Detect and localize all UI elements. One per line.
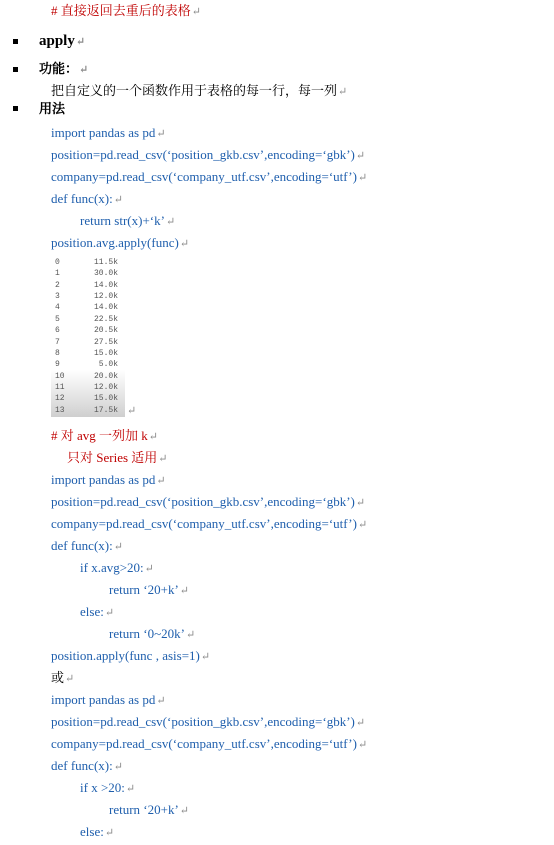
table-row	[51, 373, 125, 381]
output-table	[51, 258, 125, 417]
row-index: 7	[55, 337, 60, 347]
code-line: position=pd.read_csv(‘position_gkb.csv’,encoding=‘gbk’)↵	[51, 494, 366, 509]
row-index: 1	[55, 269, 60, 279]
row-index: 6	[55, 326, 60, 336]
function-description: 把自定义的一个函数作用于表格的每一行，每一列↵	[51, 83, 348, 98]
code-line: else:↵	[80, 604, 115, 619]
code-line: def func(x):↵	[51, 538, 123, 553]
row-value: 20.5k	[93, 326, 118, 336]
row-index: 3	[55, 292, 60, 302]
row-value: 15.0k	[93, 394, 118, 404]
apply-heading: apply↵	[39, 33, 86, 49]
table-row	[51, 282, 125, 290]
row-index: 9	[55, 360, 60, 370]
usage-label: 用法	[39, 101, 66, 116]
row-value: 12.0k	[93, 382, 118, 392]
code-line: return ‘0~20k’↵	[109, 626, 196, 641]
row-value: 30.0k	[93, 269, 118, 279]
table-row	[51, 259, 125, 267]
table-row	[51, 407, 125, 415]
row-index: 0	[55, 258, 60, 267]
table-row	[51, 293, 125, 301]
table-row	[51, 270, 125, 278]
bullet-marker	[13, 67, 18, 72]
code-line: import pandas as pd↵	[51, 472, 166, 487]
code-line: company=pd.read_csv(‘company_utf.csv’,encoding=‘utf’)↵	[51, 169, 368, 184]
row-index: 12	[55, 394, 65, 404]
code-line: company=pd.read_csv(‘company_utf.csv’,encoding=‘utf’)↵	[51, 736, 368, 751]
or-text: 或↵	[51, 670, 75, 685]
code-line: import pandas as pd↵	[51, 125, 166, 140]
table-row	[51, 339, 125, 347]
code-line: position=pd.read_csv(‘position_gkb.csv’,encoding=‘gbk’)↵	[51, 714, 366, 729]
table-row	[51, 350, 125, 358]
table-row	[51, 361, 125, 369]
code-line: if x.avg>20:↵	[80, 560, 154, 575]
row-value: 20.0k	[93, 371, 118, 381]
paragraph-mark: ↵	[127, 405, 137, 417]
row-value: 27.5k	[93, 337, 118, 347]
code-line: position=pd.read_csv(‘position_gkb.csv’,encoding=‘gbk’)↵	[51, 147, 366, 162]
row-index: 11	[55, 382, 65, 392]
row-value: 14.0k	[93, 303, 118, 313]
row-index: 8	[55, 348, 60, 358]
row-value: 14.0k	[93, 280, 118, 290]
row-index: 4	[55, 303, 60, 313]
function-label: 功能：↵	[39, 61, 89, 76]
table-row	[51, 327, 125, 335]
row-index: 10	[55, 371, 65, 381]
code-line: position.apply(func , asis=1)↵	[51, 648, 211, 663]
table-row	[51, 395, 125, 403]
code-line: return ‘20+k’↵	[109, 582, 189, 597]
code-line: def func(x):↵	[51, 758, 123, 773]
row-value: 22.5k	[93, 314, 118, 324]
row-index: 13	[55, 405, 65, 415]
code-line: import pandas as pd↵	[51, 692, 166, 707]
code-line: return ‘20+k’↵	[109, 802, 189, 817]
code-line: if x >20:↵	[80, 780, 136, 795]
row-value: 12.0k	[93, 292, 118, 302]
row-value: 5.0k	[98, 360, 118, 370]
bullet-marker	[13, 106, 18, 111]
row-value: 17.5k	[93, 405, 118, 415]
code-line: return str(x)+‘k’↵	[80, 213, 176, 228]
code-line: position.avg.apply(func)↵	[51, 235, 190, 250]
code-line: else:↵	[80, 824, 115, 839]
row-index: 5	[55, 314, 60, 324]
comment-line: # 对 avg 一列加 k↵	[51, 428, 158, 443]
row-value: 11.5k	[93, 258, 118, 267]
bullet-marker	[13, 39, 18, 44]
row-index: 2	[55, 280, 60, 290]
heading-comment: # 直接返回去重后的表格↵	[51, 3, 201, 18]
table-row	[51, 316, 125, 324]
code-line: company=pd.read_csv(‘company_utf.csv’,encoding=‘utf’)↵	[51, 516, 368, 531]
table-row	[51, 384, 125, 392]
table-row	[51, 304, 125, 312]
comment-line: 只对 Series 适用↵	[67, 450, 168, 465]
code-line: def func(x):↵	[51, 191, 123, 206]
row-value: 15.0k	[93, 348, 118, 358]
